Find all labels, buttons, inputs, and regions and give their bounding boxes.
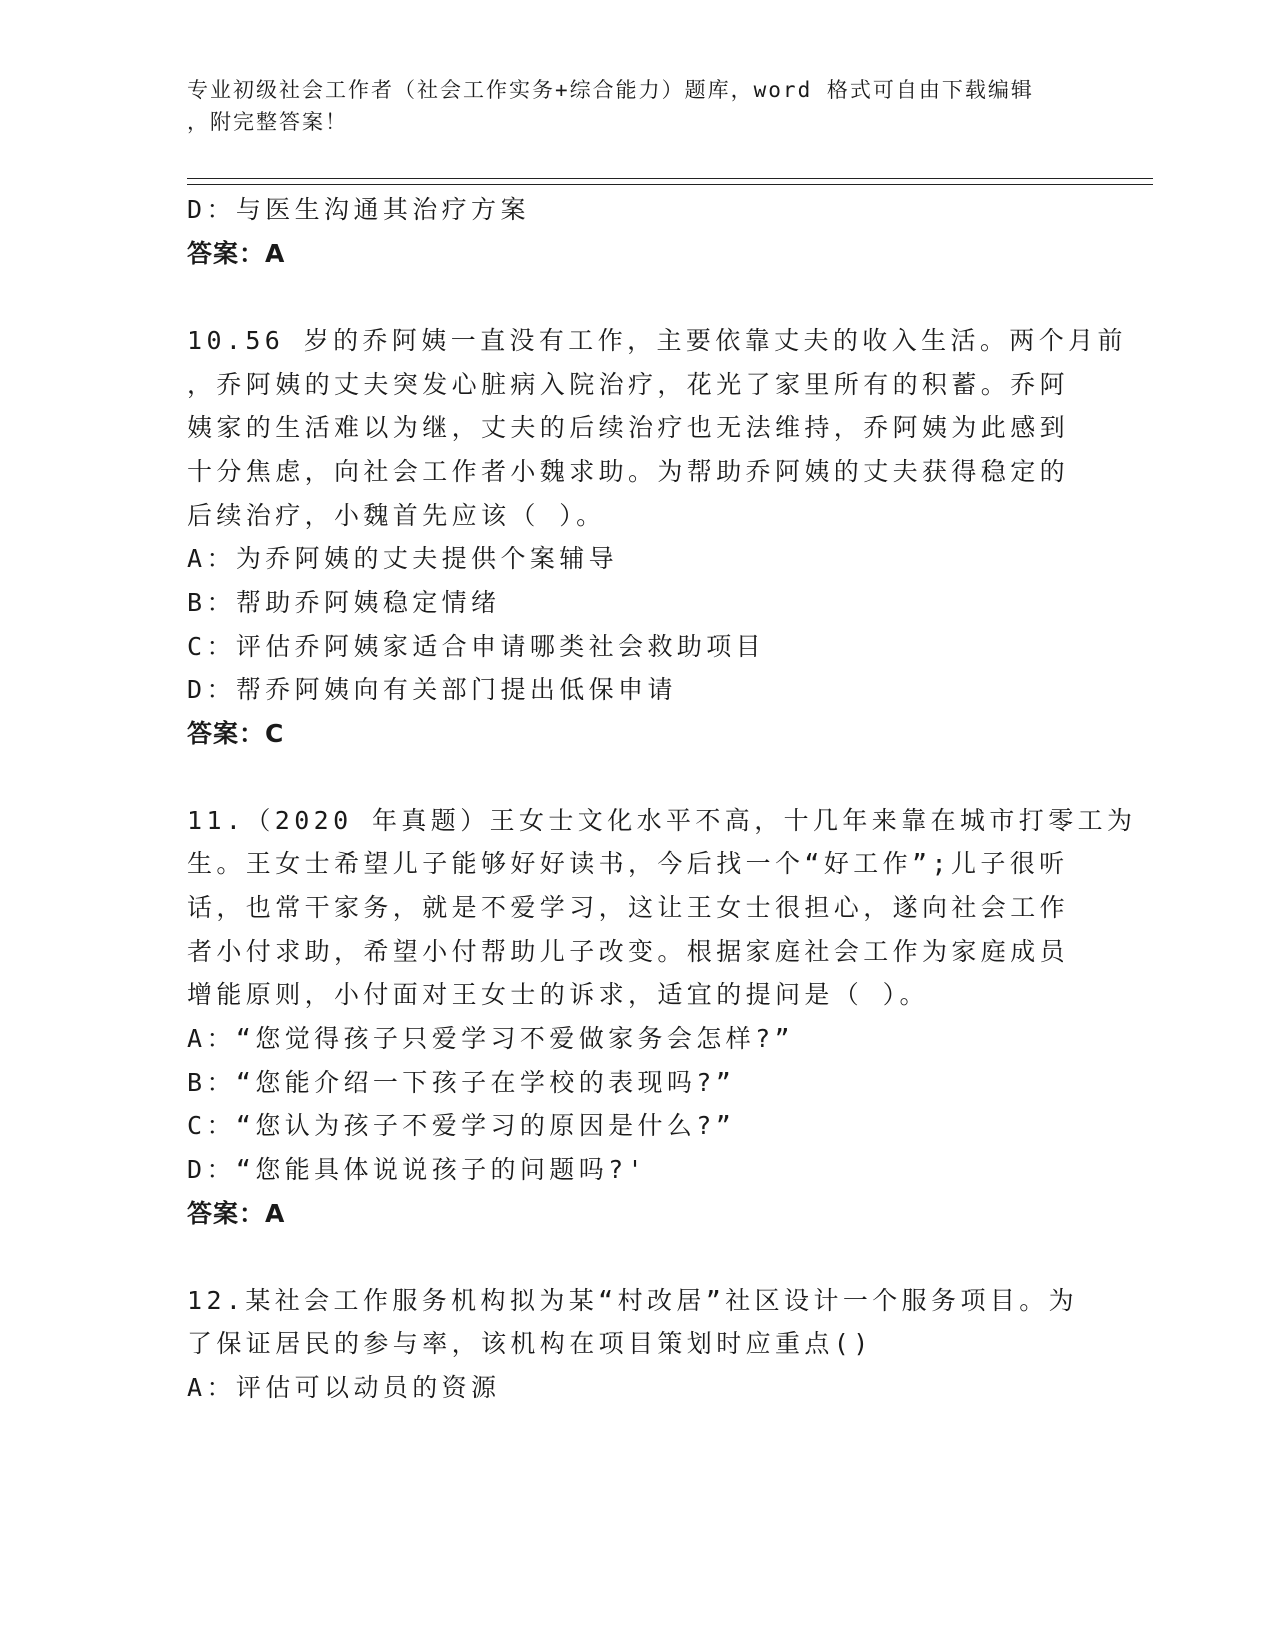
- q11-option-d: D：“您能具体说说孩子的问题吗?': [187, 1155, 648, 1184]
- q11-option-a: A：“您觉得孩子只爱学习不爱做家务会怎样?”: [187, 1024, 795, 1053]
- q11-stem-line-4: 者小付求助，希望小付帮助儿子改变。根据家庭社会工作为家庭成员: [187, 937, 1070, 966]
- q10-option-d: D：帮乔阿姨向有关部门提出低保申请: [187, 675, 677, 704]
- q10-stem-line-4: 十分焦虑，向社会工作者小魏求助。为帮助乔阿姨的丈夫获得稳定的: [187, 457, 1070, 486]
- header-title-line-2: ，附完整答案！: [187, 110, 348, 134]
- q11-stem-line-2: 生。王女士希望儿子能够好好读书，今后找一个“好工作”;儿子很听: [187, 849, 1069, 878]
- q11-option-c: C：“您认为孩子不爱学习的原因是什么?”: [187, 1111, 736, 1140]
- document-header: [187, 74, 1087, 138]
- q10-option-b: B：帮助乔阿姨稳定情绪: [187, 588, 501, 617]
- q10-stem-line-5: 后续治疗，小魏首先应该（ ）。: [187, 501, 606, 530]
- prev-question-answer: 答案：A: [187, 239, 286, 268]
- q12-stem-line-2: 了保证居民的参与率，该机构在项目策划时应重点(): [187, 1329, 873, 1358]
- q11-stem-line-1: 11.（2020 年真题）王女士文化水平不高，十几年来靠在城市打零工为: [187, 806, 1137, 835]
- q10-stem-line-1: 10.56 岁的乔阿姨一直没有工作，主要依靠丈夫的收入生活。两个月前: [187, 326, 1127, 355]
- q11-stem-line-3: 话，也常干家务，就是不爱学习，这让王女士很担心，遂向社会工作: [187, 893, 1070, 922]
- prev-question-option-d: D：与医生沟通其治疗方案: [187, 195, 530, 224]
- q12-option-a: A：评估可以动员的资源: [187, 1373, 501, 1402]
- q11-stem-line-5: 增能原则，小付面对王女士的诉求，适宜的提问是（ ）。: [187, 980, 929, 1009]
- header-divider-top: [187, 178, 1153, 179]
- q10-answer: 答案：C: [187, 719, 285, 748]
- q10-stem-line-3: 姨家的生活难以为继，丈夫的后续治疗也无法维持，乔阿姨为此感到: [187, 413, 1070, 442]
- header-divider-bottom: [187, 184, 1153, 185]
- q12-stem-line-1: 12.某社会工作服务机构拟为某“村改居”社区设计一个服务项目。为: [187, 1286, 1079, 1315]
- q10-option-a: A：为乔阿姨的丈夫提供个案辅导: [187, 544, 619, 573]
- q10-option-c: C：评估乔阿姨家适合申请哪类社会救助项目: [187, 632, 766, 661]
- q10-stem-line-2: ，乔阿姨的丈夫突发心脏病入院治疗，花光了家里所有的积蓄。乔阿: [187, 370, 1070, 399]
- q11-answer: 答案：A: [187, 1199, 286, 1228]
- header-title-line-1: 专业初级社会工作者（社会工作实务+综合能力）题库，word 格式可自由下载编辑: [187, 78, 1034, 102]
- q11-option-b: B：“您能介绍一下孩子在学校的表现吗?”: [187, 1068, 736, 1097]
